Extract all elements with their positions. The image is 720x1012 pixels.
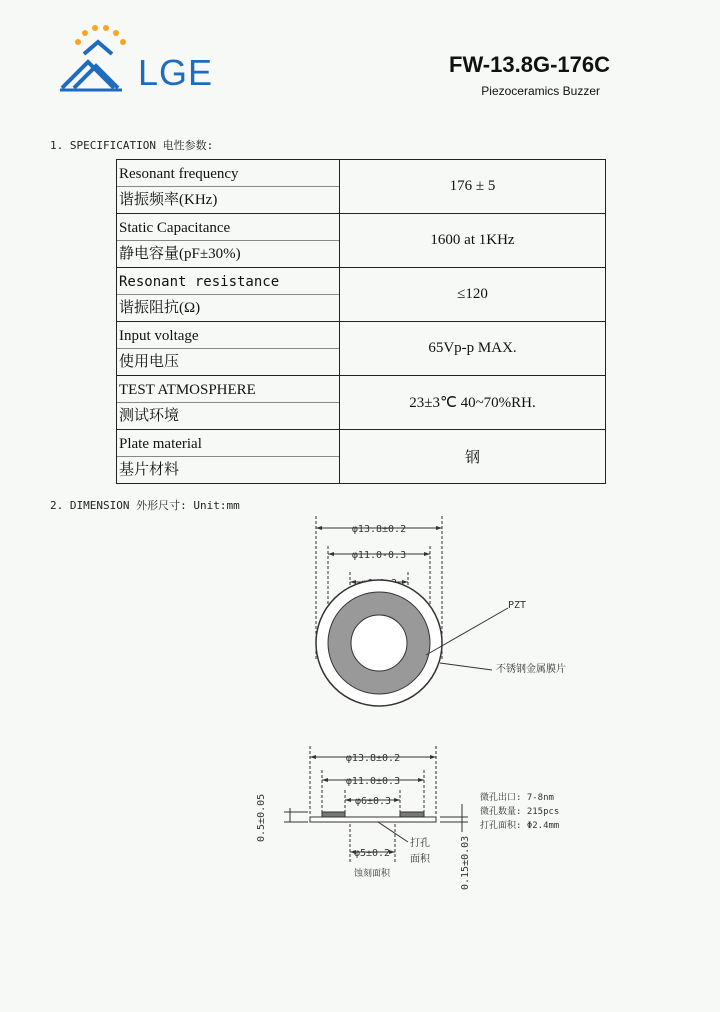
spec-label-en: Plate material	[117, 430, 340, 457]
spec-label-cn: 测试环境	[119, 408, 180, 424]
thickness-plate: 0.15±0.03	[460, 835, 471, 890]
section-title-specification: 1. SPECIFICATION 电性参数:	[50, 139, 214, 152]
note-hole-area: 打孔面积: Φ2.4mm	[480, 821, 560, 831]
spec-row	[117, 214, 606, 268]
spec-value: ≤120	[340, 268, 606, 322]
side-dim-middle: φ11.0±0.3	[345, 776, 401, 787]
side-view-drawing	[250, 742, 610, 892]
top-view-drawing	[300, 510, 610, 715]
top-dim-middle: φ11.0-0.3	[351, 550, 407, 561]
spec-row	[117, 322, 606, 376]
spec-label-en: TEST ATMOSPHERE	[117, 376, 340, 403]
section-title-dimension: 2. DIMENSION 外形尺寸: Unit:mm	[50, 499, 240, 512]
label-pzt: PZT	[508, 600, 527, 611]
company-logo	[58, 24, 140, 94]
label-plate: 不锈钢金属膜片	[496, 664, 566, 675]
spec-label-en: Static Capacitance	[117, 214, 340, 241]
spec-label-cn: 谐振阻抗(Ω)	[119, 300, 201, 316]
side-dim-inner: φ6±0.3	[354, 796, 392, 807]
side-dim-outer: φ13.8±0.2	[345, 753, 401, 764]
label-etch-area: 蚀刻面积	[353, 869, 391, 879]
note-hole-mouth: 微孔出口: 7-8nm	[480, 793, 554, 803]
spec-label-cn: 使用电压	[119, 354, 180, 370]
specification-table	[116, 159, 606, 484]
spec-row	[117, 268, 606, 322]
spec-value: 23±3℃ 40~70%RH.	[340, 376, 606, 430]
spec-label-cn: 谐振频率(KHz)	[119, 192, 218, 208]
model-number: FW-13.8G-176C	[449, 52, 610, 77]
spec-label-cn: 基片材料	[119, 462, 180, 478]
note-hole-count: 微孔数量: 215pcs	[480, 807, 560, 817]
thickness-total: 0.5±0.05	[256, 793, 267, 842]
label-punch-1: 打孔	[410, 838, 430, 849]
logo-text: LGE	[138, 52, 214, 93]
spec-label-en: Input voltage	[117, 322, 340, 349]
spec-row	[117, 430, 606, 484]
product-subtitle: Piezoceramics Buzzer	[481, 84, 600, 98]
logo-mark-icon	[58, 24, 140, 94]
spec-row	[117, 160, 606, 214]
spec-label-cn: 静电容量(pF±30%)	[119, 246, 241, 262]
spec-label-en: Resonant frequency	[117, 160, 340, 187]
side-dim-bottom: φ5±0.2	[353, 848, 391, 859]
label-punch-2: 面积	[410, 854, 430, 865]
spec-value: 176 ± 5	[340, 160, 606, 214]
top-dim-outer: φ13.8±0.2	[351, 524, 407, 535]
spec-row	[117, 376, 606, 430]
spec-label-en: Resonant resistance	[117, 268, 340, 295]
spec-value: 1600 at 1KHz	[340, 214, 606, 268]
spec-value: 65Vp-p MAX.	[340, 322, 606, 376]
spec-value: 钢	[340, 430, 606, 484]
